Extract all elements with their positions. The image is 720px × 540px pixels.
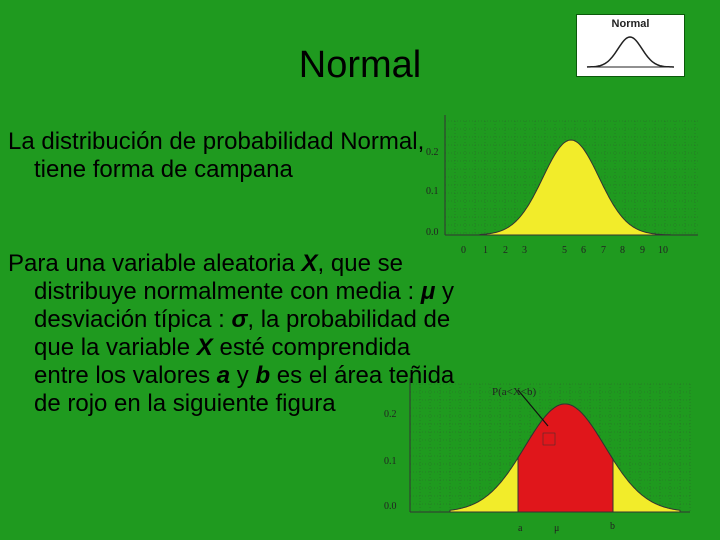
bot-xlabel-mu: μ [554, 523, 560, 534]
variable-a: a [216, 362, 231, 389]
top-xtick-5: 6 [581, 245, 586, 256]
top-xtick-3: 3 [522, 245, 527, 256]
normal-curve-svg [420, 115, 710, 260]
paragraph-intro: La distribución de probabilidad Normal, tiene forma de campana [8, 128, 425, 183]
top-xtick-6: 7 [601, 245, 606, 256]
normal-logo [576, 14, 685, 77]
chart-normal-curve [420, 115, 710, 260]
top-xtick-9: 10 [658, 245, 668, 256]
bot-ytick-2: 0.0 [384, 501, 397, 512]
variable-b: b [255, 362, 271, 389]
top-xtick-2: 2 [503, 245, 508, 256]
top-xtick-1: 1 [483, 245, 488, 256]
bot-xlabel-b: b [610, 521, 615, 532]
top-xtick-8: 9 [640, 245, 645, 256]
variable-x: X [301, 250, 318, 277]
top-xtick-0: 0 [461, 245, 466, 256]
bot-xlabel-a: a [518, 523, 523, 534]
logo-curve-icon [577, 15, 684, 76]
sigma-symbol: σ [231, 306, 248, 333]
slide-title: Normal [298, 44, 422, 86]
bot-ytick-0: 0.2 [384, 409, 397, 420]
top-xtick-7: 8 [620, 245, 625, 256]
top-xtick-4: 5 [562, 245, 567, 256]
top-ytick-0: 0.2 [426, 147, 439, 158]
logo-title: Normal [611, 18, 650, 30]
variable-x-2: X [196, 334, 213, 361]
top-ytick-1: 0.1 [426, 186, 439, 197]
chart-area-ab [380, 378, 700, 538]
area-ab-svg [380, 378, 700, 538]
paragraph-definition: Para una variable aleatoria X, que se distribuye normalmente con media : μ y desviación típica : σ, la probabilidad de que la variable X esté comprendida entre los valores a y b es el área teñida de rojo en la siguiente figura [8, 250, 455, 417]
top-ytick-2: 0.0 [426, 227, 439, 238]
bot-ytick-1: 0.1 [384, 456, 397, 467]
annotation-p-a-x-b: P(a<X<b) [492, 386, 537, 398]
mu-symbol: μ [420, 278, 436, 305]
